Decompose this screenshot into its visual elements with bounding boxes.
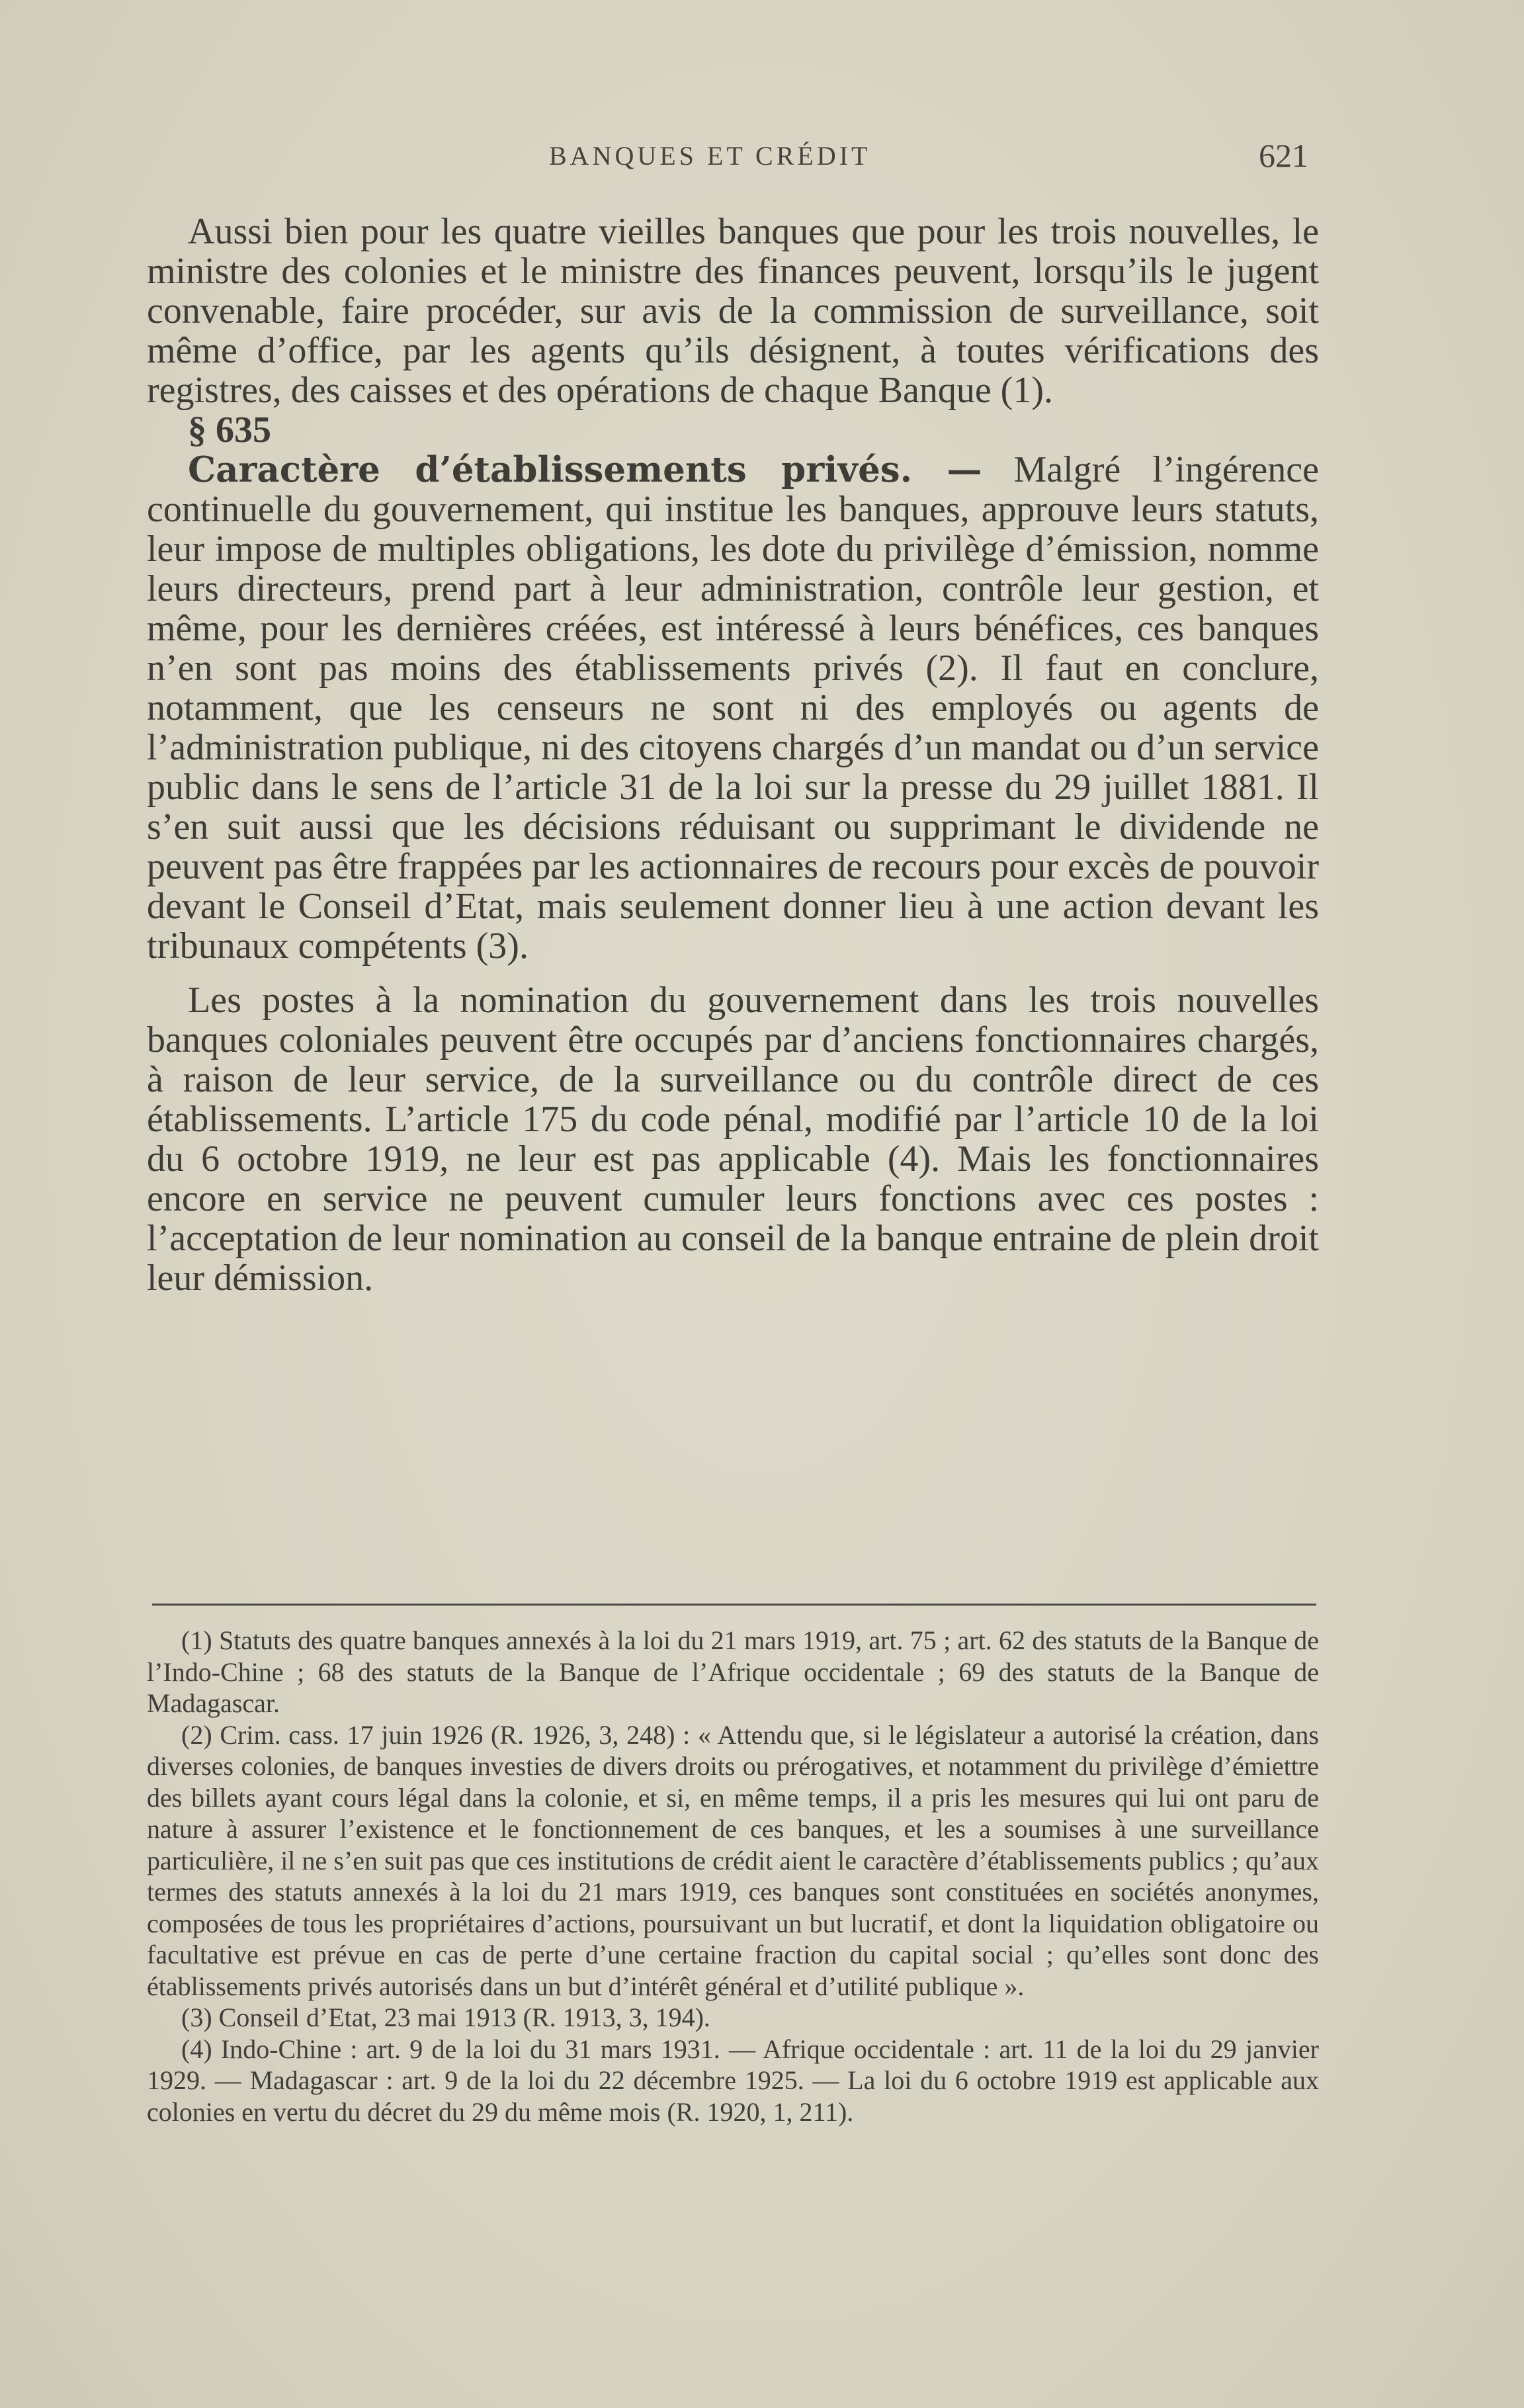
running-title: BANQUES ET CRÉDIT	[549, 141, 871, 171]
paragraph-3: Les postes à la nomination du gouvernement dans les trois nouvelles banques coloniales peuvent être occupés par d’anciens fonctionnaires chargés, à raison de leur service, de la surveillance ou du contrôle direct de ces établissements. L’article 175 du code pénal, modifié par l’article 10 de la loi du 6 octobre 1919, ne leur est pas applicable (4). Mais les fonctionnaires encore en service ne peuvent cumuler leurs fonctions avec ces postes : l’acceptation de leur nomination au conseil de la banque entraine de plein droit leur démission.	[147, 980, 1319, 1299]
paragraph-2-text: Malgré l’ingérence continuelle du gouvernement, qui institue les banques, approuve leurs statuts, leur impose de multiples obligations, les dote du privilège d’émission, nomme leurs directeurs, prend part à leur administration, contrôle leur gestion, et même, pour les dernières créées, est intéressé à leurs bénéfices, ces banques n’en sont pas moins des établissements privés (2). Il faut en conclure, notamment, que les censeurs ne sont ni des employés ou agents de l’administration publique, ni des citoyens chargés d’un mandat ou d’un service public dans le sens de l’article 31 de la loi sur la presse du 29 juillet 1881. Il s’en suit aussi que les décisions réduisant ou supprimant le dividende ne peuvent pas être frappées par les actionnaires de recours pour excès de pouvoir devant le Conseil d’Etat, mais seulement donner lieu à une action devant les tribunaux compétents (3).	[147, 449, 1319, 967]
paragraph-2-lead: Caractère d’établissements privés. —	[188, 449, 982, 490]
footnotes	[147, 1625, 1319, 2128]
paragraph-2	[147, 450, 1319, 966]
body-text	[147, 212, 1319, 1298]
page-number: 621	[1259, 137, 1308, 174]
page-header	[0, 137, 1524, 180]
footnote-1: (1) Statuts des quatre banques annexés à la loi du 21 mars 1919, art. 75 ; art. 62 des statuts de la Banque de l’Indo-Chine ; 68 des statuts de la Banque de l’Afrique occidentale ; 69 des statuts de la Banque de Madagascar.	[147, 1625, 1319, 1718]
section-heading: § 635	[188, 409, 271, 451]
footnote-4: (4) Indo-Chine : art. 9 de la loi du 31 mars 1931. — Afrique occidentale : art. 11 de la loi du 29 janvier 1929. — Madagascar : art. 9 de la loi du 22 décembre 1925. — La loi du 6 octobre 1919 est applicable aux colonies en vertu du décret du 29 du même mois (R. 1920, 1, 211).	[147, 2034, 1319, 2127]
footnote-divider	[152, 1604, 1316, 1606]
footnote-2: (2) Crim. cass. 17 juin 1926 (R. 1926, 3, 248) : « Attendu que, si le législateur a autorisé la création, dans diverses colonies, de banques investies de divers droits ou prérogatives, et notamment du privilège d’émiettre des billets ayant cours légal dans la colonie, et si, en même temps, il a pris les mesures qui lui ont paru de nature à assurer l’existence et le fonctionnement de ces banques, et les a soumises à une surveillance particulière, il ne s’en suit pas que ces institutions de crédit aient le caractère d’établissements publics ; qu’aux termes des statuts annexés à la loi du 21 mars 1919, ces banques sont constituées en sociétés anonymes, composées de tous les propriétaires d’actions, poursuivant un but lucratif, et dont la liquidation obligatoire ou facultative est prévue en cas de perte d’une certaine fraction du capital social ; qu’elles sont donc des établissements privés autorisés dans un but d’intérêt général et d’utilité publique ».	[147, 1719, 1319, 2001]
footnote-3: (3) Conseil d’Etat, 23 mai 1913 (R. 1913, 3, 194).	[181, 2002, 710, 2032]
paragraph-1: Aussi bien pour les quatre vieilles banques que pour les trois nouvelles, le ministre des colonies et le ministre des finances peuvent, lorsqu’ils le jugent convenable, faire procéder, sur avis de la commission de surveillance, soit même d’office, par les agents qu’ils désignent, à toutes vérifications des registres, des caisses et des opérations de chaque Banque (1).	[147, 211, 1319, 411]
